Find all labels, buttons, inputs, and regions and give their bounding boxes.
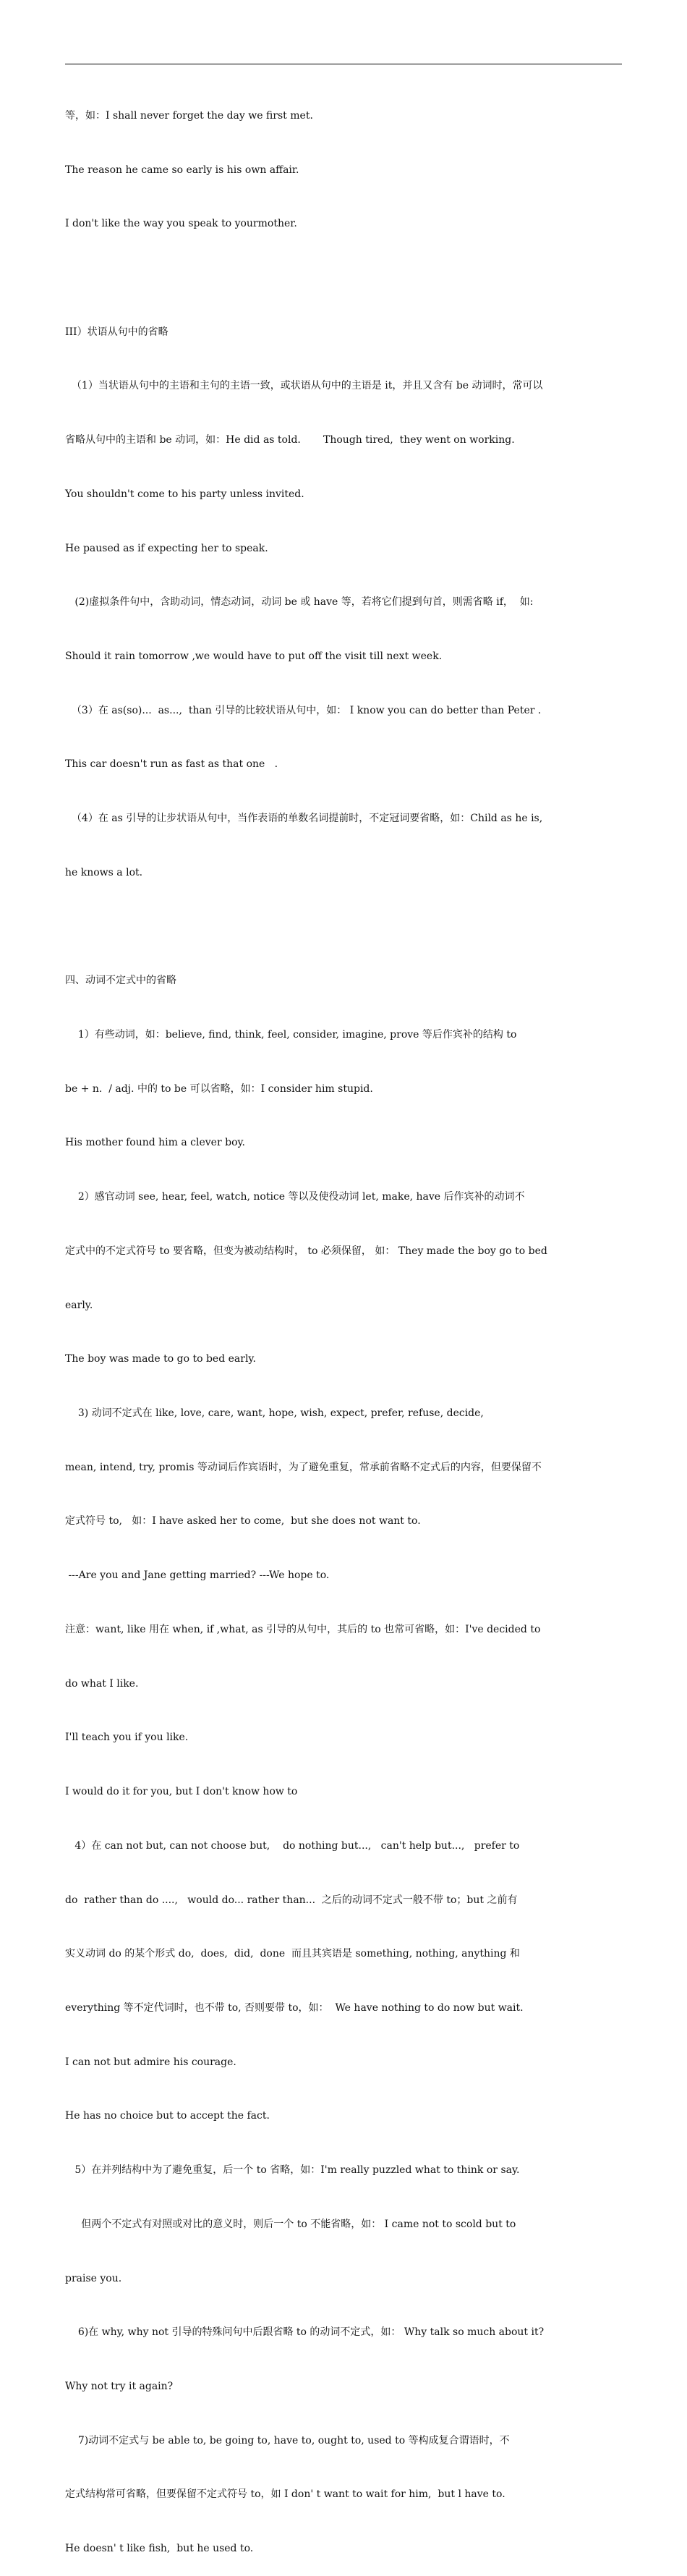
text-line: Why not try it again? xyxy=(65,2380,174,2392)
blank-line xyxy=(65,918,622,936)
text-line: 省略从句中的主语和 be 动词，如：He did as told. Though tired, they went on working. xyxy=(65,434,515,446)
text-line: You shouldn't come to his party unless invited. xyxy=(65,488,304,500)
text-line: 1）有些动词，如：believe, find, think, feel, consider, imagine, prove 等后作宾补的结构 to xyxy=(65,1029,517,1041)
text-line: 定式结构常可省略，但要保留不定式符号 to，如 I don' t want to wait for him, but l have to. xyxy=(65,2488,505,2501)
text-line: The boy was made to go to bed early. xyxy=(65,1353,256,1365)
text-line: His mother found him a clever boy. xyxy=(65,1137,245,1149)
text-line: （1）当状语从句中的主语和主句的主语一致，或状语从句中的主语是 it，并且又含有 be 动词时，常可以 xyxy=(65,380,543,392)
section-heading: III）状语从句中的省略 xyxy=(65,326,168,338)
text-line: 7)动词不定式与 be able to, be going to, have to, ought to, used to 等构成复合谓语时，不 xyxy=(65,2434,510,2446)
text-line: This car doesn't run as fast as that one . xyxy=(65,758,278,771)
text-line: 定式中的不定式符号 to 要省略，但变为被动结构时， to 必须保留， 如： They made the boy go to bed xyxy=(65,1245,547,1257)
text-line: praise you. xyxy=(65,2272,122,2284)
text-line: (2)虚拟条件句中，含助动词，情态动词，动词 be 或 have 等，若将它们提到句首，则需省略 if， 如: xyxy=(65,596,534,609)
blank-line xyxy=(65,269,622,287)
text-line: mean, intend, try, promis 等动词后作宾语时，为了避免重复，常承前省略不定式后的内容，但要保留不 xyxy=(65,1461,542,1473)
text-line: ---Are you and Jane getting married? ---We hope to. xyxy=(65,1569,330,1582)
text-line: The reason he came so early is his own affair. xyxy=(65,164,299,176)
text-line: Should it rain tomorrow ,we would have to put off the visit till next week. xyxy=(65,650,443,662)
text-line: 4）在 can not but, can not choose but, do nothing but..., can't help but..., prefer to xyxy=(65,1839,520,1852)
text-line: 但两个不定式有对照或对比的意义时，则后一个 to 不能省略，如： I came not to scold but to xyxy=(65,2218,516,2230)
text-line: he knows a lot. xyxy=(65,866,143,878)
text-line: I'll teach you if you like. xyxy=(65,1732,189,1744)
text-line: He paused as if expecting her to speak. xyxy=(65,542,268,554)
text-line: be + n. / adj. 中的 to be 可以省略，如：I consider him stupid. xyxy=(65,1082,373,1095)
text-line: He doesn' t like fish, but he used to. xyxy=(65,2543,254,2555)
text-line: （3）在 as(so)... as..., than 引导的比较状语从句中，如： I know you can do better than Peter . xyxy=(65,704,542,716)
text-line: 定式符号 to, 如：I have asked her to come, but she does not want to. xyxy=(65,1515,421,1528)
text-line: do rather than do ...., would do... rather than... 之后的动词不定式一般不带 to；but 之前有 xyxy=(65,1894,518,1906)
text-line: I can not but admire his courage. xyxy=(65,2056,236,2068)
text-line: 等，如：I shall never forget the day we first met. xyxy=(65,109,313,122)
text-line: 实义动词 do 的某个形式 do, does, did, done 而且其宾语是 something, nothing, anything 和 xyxy=(65,1948,520,1960)
text-line: I don't like the way you speak to yourmother. xyxy=(65,218,297,230)
text-line: （4）在 as 引导的让步状语从句中，当作表语的单数名词提前时，不定冠词要省略，如：Child as he is, xyxy=(65,813,543,825)
text-line: early. xyxy=(65,1299,93,1311)
text-line: I would do it for you, but I don't know how to xyxy=(65,1786,298,1798)
text-line: 注意：want, like 用在 when, if ,what, as 引导的从句中，其后的 to 也常可省略，如：I've decided to xyxy=(65,1623,541,1635)
text-line: everything 等不定代词时，也不带 to, 否则要带 to，如： We have nothing to do now but wait. xyxy=(65,2001,524,2014)
text-line: 2）感官动词 see, hear, feel, watch, notice 等以及使役动词 let, make, have 后作宾补的动词不 xyxy=(65,1191,525,1203)
section-heading: 四、动词不定式中的省略 xyxy=(65,975,176,987)
text-line: 5）在并列结构中为了避免重复，后一个 to 省略，如：I'm really puzzled what to think or say. xyxy=(65,2164,520,2177)
document-body xyxy=(65,71,622,2576)
text-line: 6)在 why, why not 引导的特殊问句中后跟省略 to 的动词不定式，如： Why talk so much about it? xyxy=(65,2326,545,2339)
text-line: 3) 动词不定式在 like, love, care, want, hope, wish, expect, prefer, refuse, decide, xyxy=(65,1407,484,1420)
text-line: He has no choice but to accept the fact. xyxy=(65,2110,270,2122)
text-line: do what I like. xyxy=(65,1677,139,1690)
